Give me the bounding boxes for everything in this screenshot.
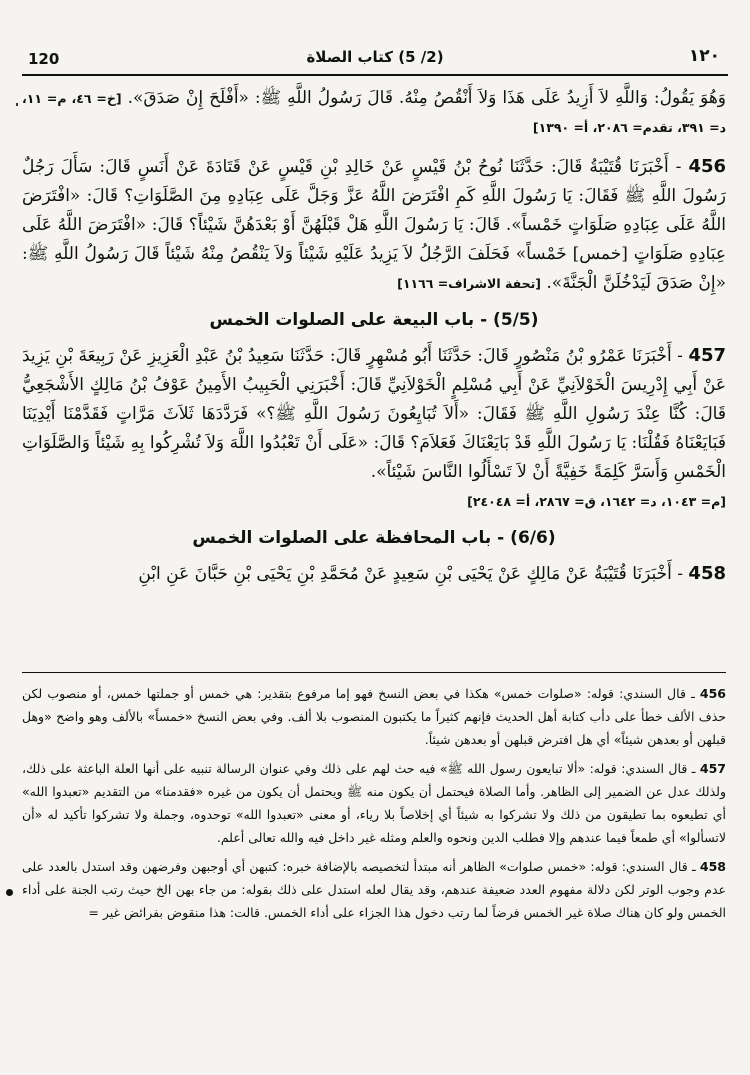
main-text	[22, 84, 726, 589]
footnote-number: 456	[699, 686, 726, 701]
hadith-text: - أَخْبَرَنَا قُتَيْبَةُ عَنْ مَالِكٍ عَنْ يَحْيَى بْنِ سَعِيدٍ عَنْ مُحَمَّدِ بْنِ يَحْيَى بْنِ حَبَّانَ عَنِ ابْنِ	[138, 564, 684, 584]
margin-bullet-icon	[6, 889, 13, 896]
hadith-text: - أَخْبَرَنَا عَمْرُو بْنُ مَنْصُورٍ قَالَ: حَدَّثَنَا أَبُو مُسْهِرٍ قَالَ: حَدَّثَنَا سَعِيدُ بْنُ عَبْدِ الْعَزِيزِ عَنْ رَبِيعَةَ بْنِ يَزِيدَ عَنْ أَبِي إِدْرِيسَ الْخَوْلاَنِيِّ عَنْ أَبِي مُسْلِمٍ الْخَوْلاَنِيِّ قَالَ: أَخْبَرَنِي الْحَبِيبُ الأَمِينُ عَوْفُ بْنُ مَالِكٍ الأَشْجَعِيُّ قَالَ: كُنَّا عِنْدَ رَسُولِ اللَّهِ ﷺ فَقَالَ: «أَلاَ تُبَايِعُونَ رَسُولَ اللَّهِ ﷺ؟» فَرَدَّدَهَا ثَلاَثَ مَرَّاتٍ فَقَدَّمْنَا أَيْدِيَنَا فَبَايَعْنَاهُ فَقُلْنَا: يَا رَسُولَ اللَّهِ قَدْ بَايَعْنَاكَ فَعَلاَمَ؟ قَالَ: «عَلَى أَنْ تَعْبُدُوا اللَّهَ وَلاَ تُشْرِكُوا بِهِ شَيْئاً وَالصَّلَوَاتِ الْخَمْسِ وَأَسَرَّ كَلِمَةً خَفِيَّةً أَنْ لاَ تَسْأَلُوا النَّاسَ شَيْئاً».	[22, 346, 726, 482]
footnote-text: ـ قال السندي: قوله: «صلوات خمس» هكذا في بعض النسخ فهو إما مرفوع بتقدير: هي خمس أو جملتها خمس، أو منصوب لكن حذف الألف خطأ على دأب كتابة أهل الحديث فإنهم كثيراً ما يكتبون المنصوب بلا ألف. وفي بعض النسخ «خمساً» بالألف وهو واضح «وهل قبلهن أو بعدهن شيئاً» أي هل افترض قبلهن أو بعدهن شيئاً.	[22, 686, 726, 747]
page-number-arabic: ١٢٠	[688, 46, 720, 66]
hadith-457-reference-line	[22, 487, 726, 516]
hadith-number: 458	[688, 563, 726, 584]
ink-speck	[16, 103, 18, 106]
chapter-heading-6: (6/6) - باب المحافظة على الصلوات الخمس	[192, 528, 556, 548]
page-header	[22, 38, 728, 76]
chapter-heading-5: (5/5) - باب البيعة على الصلوات الخمس	[209, 310, 539, 330]
hadith-456	[22, 152, 726, 298]
hadith-reference: [م= ١٠٤٣، د= ١٦٤٢، ق= ٢٨٦٧، أ= ٢٤٠٤٨]	[467, 494, 726, 509]
footnotes	[22, 682, 726, 930]
footnote-458	[22, 855, 726, 924]
hadith-457	[22, 341, 726, 487]
intro-paragraph	[22, 84, 726, 142]
footnote-divider	[22, 672, 726, 673]
hadith-number: 457	[688, 345, 727, 366]
intro-text: وَهُوَ يَقُولُ: وَاللَّهِ لاَ أَزِيدُ عَلَى هَذَا وَلاَ أَنْقُصُ مِنْهُ. قَالَ رَسُولُ اللَّهِ ﷺ: «أَفْلَحَ إِنْ صَدَقَ».	[127, 88, 726, 108]
page-number-latin: 120	[28, 50, 60, 68]
footnote-456	[22, 682, 726, 751]
footnote-number: 457	[699, 761, 726, 776]
footnote-number: 458	[699, 859, 726, 874]
footnote-457	[22, 757, 726, 849]
hadith-458	[22, 559, 726, 589]
footnote-text: ـ قال السندي: قوله: «خمس صلوات» الظاهر أنه مبتدأ لتخصيصه بالإضافة خبره: كتبهن أي أوجبهن وفرضهن وقد استدل بالعدد على عدم وجوب الوتر لكن دلالة مفهوم العدد ضعيفة عندهم، وقد يقال لعله استدل على ذلك بقوله: من جاء بهن الخ حيث رتب الجنة على أداء الخمس ولو كان هناك صلاة غير الخمس فرضاً لما رتب دخول هذا الجزاء على أداء الخمس. قالت: هذا منقوض بفرائض غير =	[22, 859, 726, 920]
hadith-reference: [تحفة الاشراف= ١١٦٦]	[397, 276, 541, 291]
hadith-text: - أَخْبَرَنَا قُتَيْبَةُ قَالَ: حَدَّثَنَا نُوحُ بْنُ قَيْسٍ عَنْ خَالِدِ بْنِ قَيْسٍ عَنْ قَتَادَةَ عَنْ أَنَسٍ قَالَ: سَأَلَ رَجُلٌ رَسُولَ اللَّهِ ﷺ فَقَالَ: يَا رَسُولَ اللَّهِ كَمِ افْتَرَضَ اللَّهُ عَزَّ وَجَلَّ عَلَى عِبَادِهِ مِنَ الصَّلَوَاتِ؟ قَالَ: «افْتَرَضَ اللَّهُ عَلَى عِبَادِهِ صَلَوَاتٍ خَمْساً». قَالَ: يَا رَسُولَ اللَّهِ هَلْ قَبْلَهُنَّ أَوْ بَعْدَهُنَّ شَيْئاً؟ قَالَ: «افْتَرَضَ اللَّهُ عَلَى عِبَادِهِ صَلَوَاتٍ [خمس] خَمْساً» فَحَلَفَ الرَّجُلُ لاَ يَزِيدُ عَلَيْهِ شَيْئاً وَلاَ يَنْقُصُ مِنْهُ شَيْئاً قَالَ رَسُولُ اللَّهِ ﷺ: «إِنْ صَدَقَ لَيَدْخُلَنَّ الْجَنَّةَ».	[22, 157, 726, 293]
running-title: (2/ 5) كتاب الصلاة	[306, 48, 444, 66]
footnote-text: ـ قال السندي: قوله: «ألا تبايعون رسول الله ﷺ» فيه حث لهم على ذلك وفي عنوان الرسالة تنبيه على أنها العلة الباعثة على ذلك، ولذلك عدل عن الضمير إلى الظاهر. وأما الصلاة فيحتمل أن يكون منه ﷺ ويحتمل أن يكون من غيره «فقدمنا» من التقديم «تعبدوا الله» أي تطيعوه بما تطيقون من ذلك ولا تشركوا به شيئاً أي إخلاصاً بلا رياء، أو معنى «تعبدوا الله» توحدوه، وجملة ولا تشركوا تأكيد له «أن لاتسألوا» أي طمعاً فيما عندهم وإلا فطلب الدين ونحوه والعلم ومثله غير داخل فيه والله تعالى أعلم.	[22, 761, 726, 845]
intro-reference: [خ= ٤٦، م= ١١، د= ٣٩١، تقدم= ٢٠٨٦، أ= ١٣٩٠]	[22, 91, 726, 135]
hadith-number: 456	[688, 156, 727, 177]
